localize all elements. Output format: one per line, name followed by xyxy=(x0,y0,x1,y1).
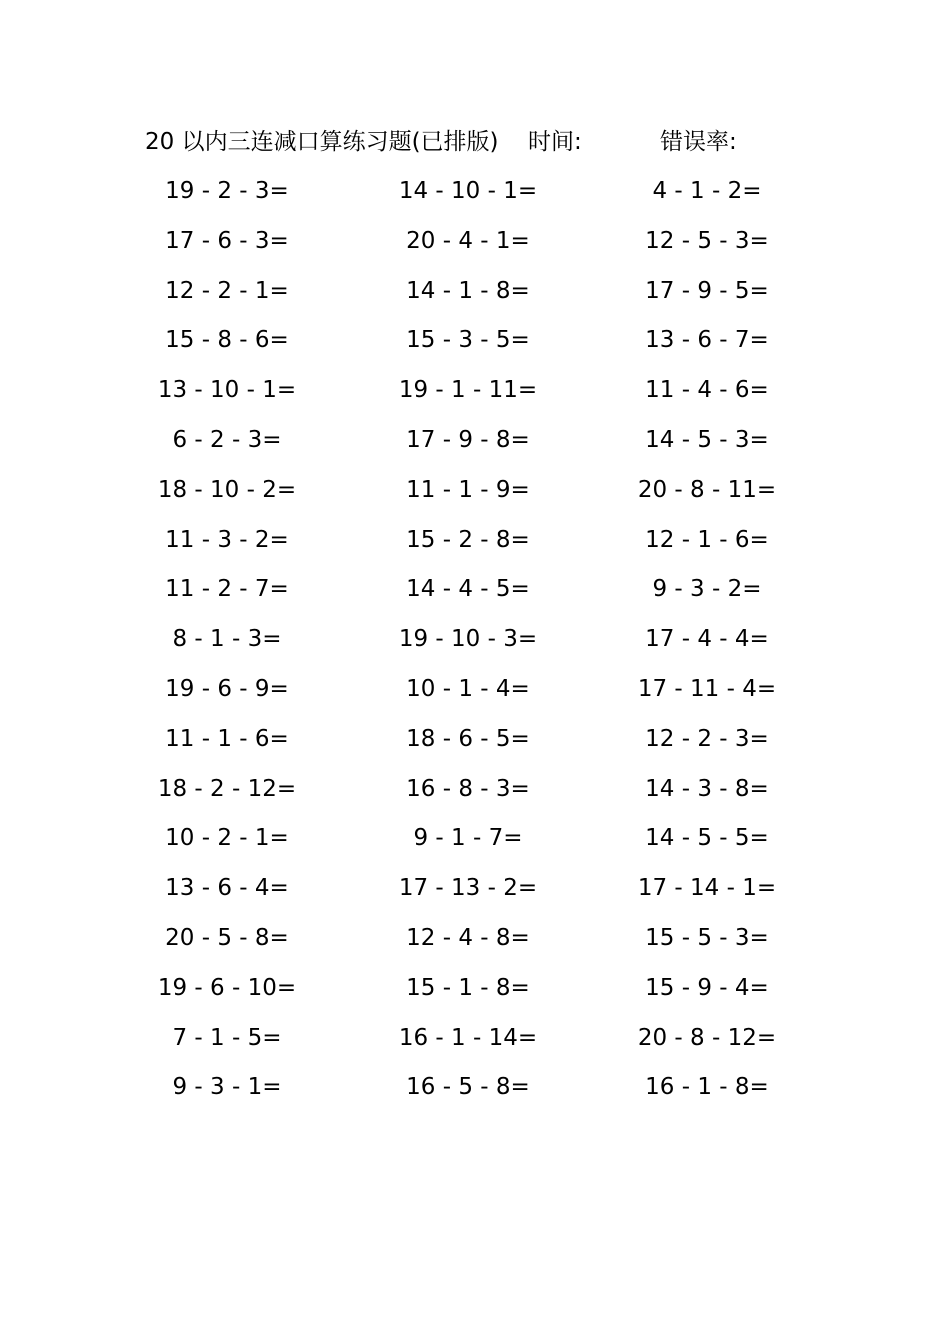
problem-item: 12 - 1 - 6= xyxy=(645,526,769,553)
problem-item: 6 - 2 - 3= xyxy=(172,426,282,453)
problem-row xyxy=(0,269,950,319)
problem-item: 19 - 6 - 9= xyxy=(165,675,289,702)
problem-item: 13 - 10 - 1= xyxy=(157,377,297,404)
problem-item: 14 - 5 - 5= xyxy=(645,825,769,852)
problem-item: 14 - 1 - 8= xyxy=(406,277,530,304)
problem-item: 7 - 1 - 5= xyxy=(172,1024,282,1051)
problem-row xyxy=(0,318,950,368)
problem-item: 17 - 13 - 2= xyxy=(398,875,538,902)
time-label: 时间: xyxy=(528,129,582,155)
problem-item: 16 - 1 - 14= xyxy=(398,1024,538,1051)
problem-item: 16 - 8 - 3= xyxy=(406,775,530,802)
problem-item: 20 - 4 - 1= xyxy=(406,227,530,254)
problem-item: 11 - 2 - 7= xyxy=(165,576,289,603)
problem-item: 9 - 3 - 2= xyxy=(652,576,762,603)
problem-item: 14 - 10 - 1= xyxy=(398,178,538,204)
error-rate-label: 错误率: xyxy=(660,129,737,155)
problem-item: 10 - 1 - 4= xyxy=(406,675,530,702)
problem-row xyxy=(0,567,950,617)
problem-item: 18 - 2 - 12= xyxy=(157,775,297,802)
problem-row xyxy=(0,219,950,269)
problem-row xyxy=(0,916,950,966)
problem-item: 11 - 3 - 2= xyxy=(165,526,289,553)
worksheet-header xyxy=(0,124,950,160)
problem-item: 15 - 9 - 4= xyxy=(645,974,769,1001)
problem-row xyxy=(0,617,950,667)
problem-row xyxy=(0,418,950,468)
problem-item: 19 - 1 - 11= xyxy=(398,377,538,404)
problem-item: 4 - 1 - 2= xyxy=(652,178,762,204)
problem-item: 19 - 6 - 10= xyxy=(157,974,297,1001)
problem-row xyxy=(0,717,950,767)
worksheet-title: 20 以内三连减口算练习题(已排版) xyxy=(145,129,499,155)
problem-item: 18 - 6 - 5= xyxy=(406,725,530,752)
problem-item: 11 - 1 - 9= xyxy=(406,476,530,503)
problem-item: 20 - 5 - 8= xyxy=(165,924,289,951)
problem-item: 17 - 9 - 8= xyxy=(406,426,530,453)
problem-item: 8 - 1 - 3= xyxy=(172,626,282,653)
problem-item: 15 - 8 - 6= xyxy=(165,327,289,354)
problem-item: 17 - 6 - 3= xyxy=(165,227,289,254)
problem-item: 18 - 10 - 2= xyxy=(157,476,297,503)
problem-row xyxy=(0,1065,950,1115)
problem-item: 13 - 6 - 4= xyxy=(165,875,289,902)
problem-item: 17 - 11 - 4= xyxy=(637,675,777,702)
problem-item: 11 - 4 - 6= xyxy=(645,377,769,404)
problem-row xyxy=(0,816,950,866)
problem-item: 17 - 14 - 1= xyxy=(637,875,777,902)
problem-item: 15 - 1 - 8= xyxy=(406,974,530,1001)
problem-row xyxy=(0,368,950,418)
problem-item: 20 - 8 - 11= xyxy=(637,476,777,503)
problem-row xyxy=(0,1016,950,1066)
problem-item: 12 - 2 - 1= xyxy=(165,277,289,304)
problem-item: 12 - 4 - 8= xyxy=(406,924,530,951)
problem-row xyxy=(0,518,950,568)
problem-item: 11 - 1 - 6= xyxy=(165,725,289,752)
problem-row xyxy=(0,169,950,219)
problem-row xyxy=(0,866,950,916)
problem-item: 12 - 5 - 3= xyxy=(645,227,769,254)
problem-row xyxy=(0,966,950,1016)
problem-item: 14 - 3 - 8= xyxy=(645,775,769,802)
problem-item: 14 - 4 - 5= xyxy=(406,576,530,603)
problem-grid xyxy=(0,169,950,1115)
problem-item: 9 - 3 - 1= xyxy=(172,1074,282,1101)
problem-item: 9 - 1 - 7= xyxy=(413,825,523,852)
problem-item: 20 - 8 - 12= xyxy=(637,1024,777,1051)
problem-row xyxy=(0,667,950,717)
problem-item: 19 - 2 - 3= xyxy=(165,178,289,204)
problem-item: 16 - 1 - 8= xyxy=(645,1074,769,1101)
problem-item: 10 - 2 - 1= xyxy=(165,825,289,852)
problem-item: 12 - 2 - 3= xyxy=(645,725,769,752)
problem-item: 17 - 9 - 5= xyxy=(645,277,769,304)
problem-item: 15 - 3 - 5= xyxy=(406,327,530,354)
problem-item: 14 - 5 - 3= xyxy=(645,426,769,453)
problem-item: 15 - 2 - 8= xyxy=(406,526,530,553)
problem-item: 15 - 5 - 3= xyxy=(645,924,769,951)
problem-row xyxy=(0,468,950,518)
problem-item: 17 - 4 - 4= xyxy=(645,626,769,653)
problem-row xyxy=(0,767,950,817)
problem-item: 16 - 5 - 8= xyxy=(406,1074,530,1101)
problem-item: 13 - 6 - 7= xyxy=(645,327,769,354)
problem-item: 19 - 10 - 3= xyxy=(398,626,538,653)
